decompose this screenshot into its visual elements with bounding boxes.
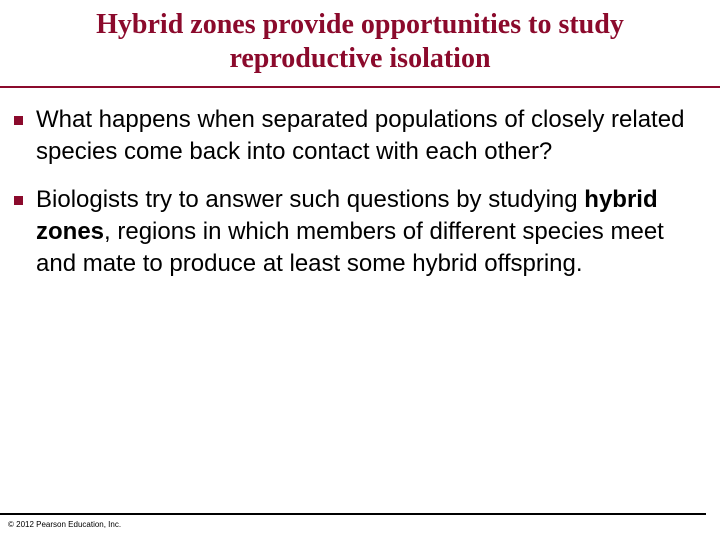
footer-divider	[0, 513, 706, 515]
key-term-hybrid-zones: hybrid zones	[36, 186, 658, 245]
bullet-text: What happens when separated populations of closely related species come back into contact with each other?	[36, 106, 685, 165]
copyright-notice: © 2012 Pearson Education, Inc.	[8, 520, 122, 529]
slide-title-line-2: reproductive isolation	[229, 43, 491, 74]
bullet-text-definition: , regions in which members of different species meet and mate to produce at least some hybrid offspring.	[36, 218, 664, 277]
slide-title	[40, 8, 680, 76]
title-divider	[0, 86, 720, 88]
bullet-list	[14, 104, 704, 280]
bullet-item-hybrid-zones	[14, 184, 704, 280]
slide-title-line-1: Hybrid zones provide opportunities to study	[96, 9, 624, 40]
square-bullet-icon	[14, 116, 23, 125]
square-bullet-icon	[14, 196, 23, 205]
bullet-text-intro: Biologists try to answer such questions by studying	[36, 186, 585, 213]
bullet-item-contact-question	[14, 104, 704, 168]
